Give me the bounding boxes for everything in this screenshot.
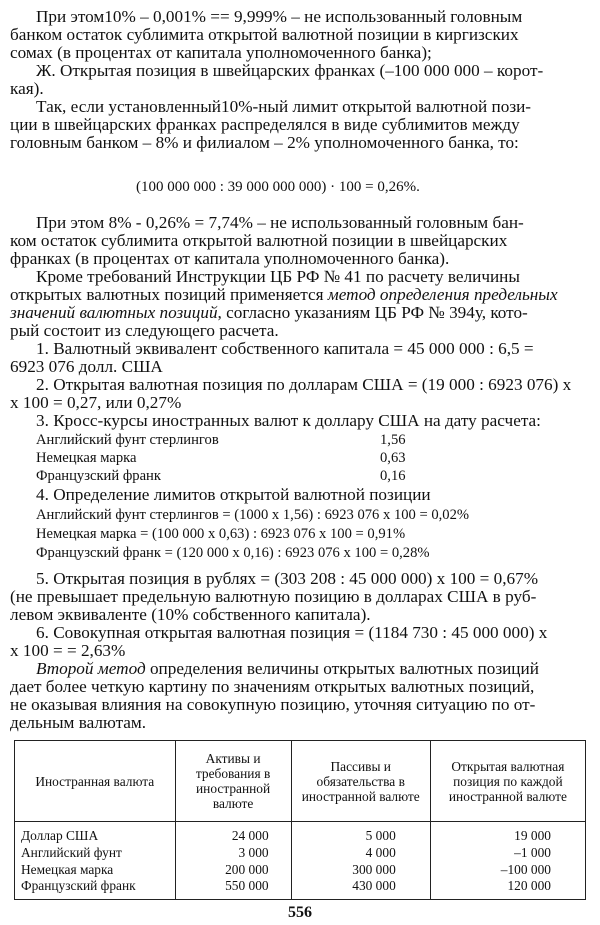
text-line: 6923 076 долл. США	[10, 357, 163, 376]
table-row	[15, 862, 586, 878]
currency-positions-table	[14, 740, 586, 900]
table-cell: 5 000	[291, 822, 430, 846]
cross-rate-value: 0,63	[380, 450, 406, 466]
table-cell: –100 000	[430, 862, 585, 878]
table-cell: Английский фунт	[15, 845, 176, 861]
table-cell: 550 000	[175, 878, 291, 899]
text-line: банком остаток сублимита открытой валютной позиции в киргизских	[10, 25, 519, 44]
text-line: сомах (в процентах от капитала уполномоченного банка);	[10, 43, 432, 62]
text-line: рый состоит из следующего расчета.	[10, 321, 279, 340]
text-line: При этом 8% - 0,26% = 7,74% – не использованный головным бан-	[36, 213, 524, 232]
limit-line: Немецкая марка = (100 000 х 0,63) : 6923 076 х 100 = 0,91%	[36, 526, 406, 542]
table-cell: 4 000	[291, 845, 430, 861]
text-line: При этом10% – 0,001% == 9,999% – не использованный головным	[36, 7, 523, 26]
text-line: открытых валютных позиций применяется метод определения предельных	[10, 285, 558, 304]
text-line: дает более четкую картину по значениям открытых валютных позиций,	[10, 677, 535, 696]
text-line: не оказывая влияния на совокупную позицию, уточняя ситуацию по от-	[10, 695, 536, 714]
text-line: х 100 = = 2,63%	[10, 641, 126, 660]
text-line: Кроме требований Инструкции ЦБ РФ № 41 по расчету величины	[36, 267, 520, 286]
text-line: 2. Открытая валютная позиция по долларам США = (19 000 : 6923 076) х	[36, 375, 572, 394]
table-cell: Французский франк	[15, 878, 176, 899]
text-line: 4. Определение лимитов открытой валютной позиции	[36, 485, 431, 504]
italic-phrase: значений валютных позиций	[10, 303, 218, 322]
text-line: 6. Совокупная открытая валютная позиция = (1184 730 : 45 000 000) х	[36, 623, 548, 642]
table-row	[15, 878, 586, 899]
text-line: ком остаток сублимита открытой валютной позиции в швейцарских	[10, 231, 508, 250]
text-line: 3. Кросс-курсы иностранных валют к доллару США на дату расчета:	[36, 411, 541, 430]
text-line: ции в швейцарских франках распределялся в виде сублимитов между	[10, 115, 520, 134]
text-line: головным банком – 8% и филиалом – 2% уполномоченного банка, то:	[10, 133, 519, 152]
cross-rate-currency: Немецкая марка	[36, 450, 137, 466]
text-line: кая).	[10, 79, 44, 98]
text-line: Второй метод определения величины открытых валютных позиций	[36, 659, 539, 678]
table-cell: 430 000	[291, 878, 430, 899]
table-header-cell: Открытая валютная позиция по каждой иностранной валюте	[430, 741, 585, 822]
table-header-row	[15, 741, 586, 822]
table-row	[15, 845, 586, 861]
formula-sublimit: (100 000 000 : 39 000 000 000) · 100 = 0,26%.	[136, 179, 420, 195]
table-header-cell: Иностранная валюта	[15, 741, 176, 822]
text-line: Ж. Открытая позиция в швейцарских франках (–100 000 000 – корот-	[36, 61, 544, 80]
table-header-cell: Активы и требования в иностранной валюте	[175, 741, 291, 822]
cross-rate-currency: Английский фунт стерлингов	[36, 432, 219, 448]
italic-phrase: Второй метод	[36, 659, 146, 678]
text-line: 1. Валютный эквивалент собственного капитала = 45 000 000 : 6,5 =	[36, 339, 534, 358]
limit-line: Французский франк = (120 000 х 0,16) : 6923 076 х 100 = 0,28%	[36, 545, 430, 561]
text-line: х 100 = 0,27, или 0,27%	[10, 393, 182, 412]
italic-phrase: метод определения предельных	[327, 285, 558, 304]
table-cell: Доллар США	[15, 822, 176, 846]
cross-rate-value: 0,16	[380, 468, 406, 484]
text-line: 5. Открытая позиция в рублях = (303 208 : 45 000 000) х 100 = 0,67%	[36, 569, 539, 588]
text-line: значений валютных позиций, согласно указаниям ЦБ РФ № 394у, кото-	[10, 303, 528, 322]
table-cell: Немецкая марка	[15, 862, 176, 878]
text-line: (не превышает предельную валютную позицию в долларах США в руб-	[10, 587, 537, 606]
text-line: левом эквиваленте (10% собственного капитала).	[10, 605, 371, 624]
text-line: Так, если установленный10%-ный лимит открытой валютной пози-	[36, 97, 532, 116]
table-cell: 19 000	[430, 822, 585, 846]
cross-rate-currency: Французский франк	[36, 468, 161, 484]
table-row	[15, 822, 586, 846]
limit-line: Английский фунт стерлингов = (1000 х 1,56) : 6923 076 х 100 = 0,02%	[36, 507, 470, 523]
table-cell: 120 000	[430, 878, 585, 899]
table-cell: 300 000	[291, 862, 430, 878]
table-cell: 24 000	[175, 822, 291, 846]
page-number: 556	[288, 904, 312, 921]
cross-rate-value: 1,56	[380, 432, 406, 448]
table-cell: –1 000	[430, 845, 585, 861]
text-line: франках (в процентах от капитала уполномоченного банка).	[10, 249, 450, 268]
table-cell: 200 000	[175, 862, 291, 878]
table-cell: 3 000	[175, 845, 291, 861]
table-header-cell: Пассивы и обязательства в иностранной валюте	[291, 741, 430, 822]
text-line: дельным валютам.	[10, 713, 147, 732]
